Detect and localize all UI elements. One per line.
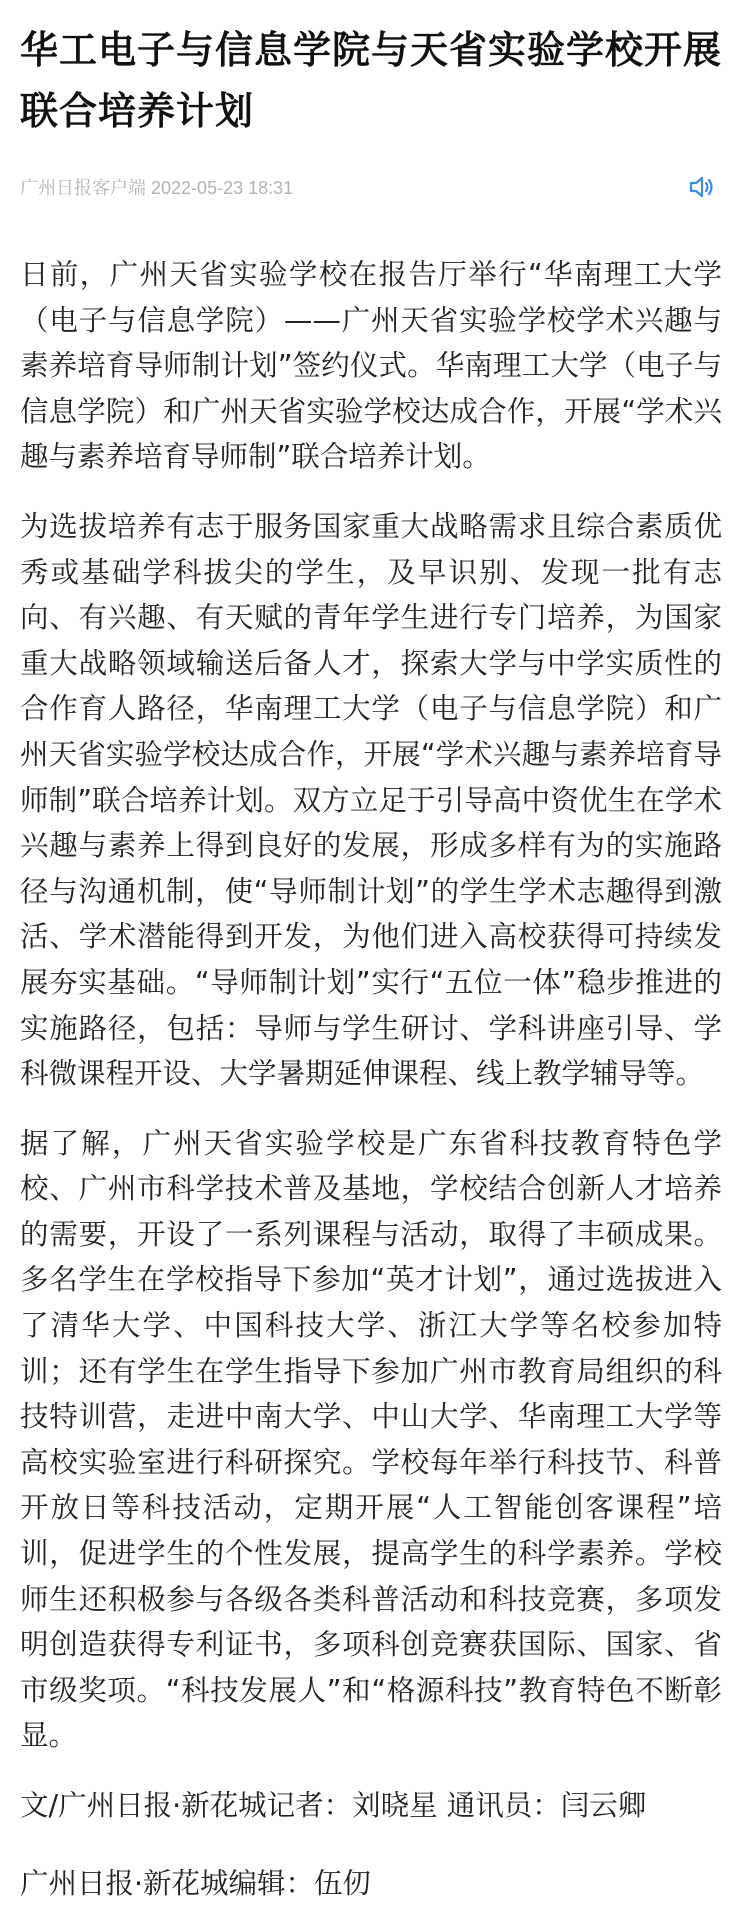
article-source-date [20, 174, 293, 200]
article-editor: 广州日报·新花城编辑：伍仞 [20, 1866, 372, 1900]
article-paragraph: 日前，广州天省实验学校在报告厅举行“华南理工大学（电子与信息学院）——广州天省实验学校学术兴趣与素养培育导师制计划”签约仪式。华南理工大学（电子与信息学院）和广州天省实验学校达成合作，开展“学术兴趣与素养培育导师制”联合培养计划。 [20, 258, 722, 474]
article-body [20, 252, 722, 1906]
speaker-icon[interactable] [684, 170, 718, 204]
article-paragraph: 据了解，广州天省实验学校是广东省科技教育特色学校、广州市科学技术普及基地，学校结合创新人才培养的需要，开设了一系列课程与活动，取得了丰硕成果。多名学生在学校指导下参加“英才计划”，通过选拔进入了清华大学、中国科技大学、浙江大学等名校参加特训；还有学生在学生指导下参加广州市教育局组织的科技特训营，走进中南大学、中山大学、华南理工大学等高校实验室进行科研探究。学校每年举行科技节、科普开放日等科技活动，定期开展“人工智能创客课程”培训，促进学生的个性发展，提高学生的科学素养。学校师生还积极参与各级各类科普活动和科技竞赛，多项发明创造获得专利证书，多项科创竞赛获国际、国家、省市级奖项。“科技发展人”和“格源科技”教育特色不断彰显。 [20, 1126, 722, 1753]
article-paragraph: 为选拔培养有志于服务国家重大战略需求且综合素质优秀或基础学科拔尖的学生，及早识别、发现一批有志向、有兴趣、有天赋的青年学生进行专门培养，为国家重大战略领域输送后备人才，探索大学与中学实质性的合作育人路径，华南理工大学（电子与信息学院）和广州天省实验学校达成合作，开展“学术兴趣与素养培育导师制”联合培养计划。双方立足于引导高中资优生在学术兴趣与素养上得到良好的发展，形成多样有为的实施路径与沟通机制，使“导师制计划”的学生学术志趣得到激活、学术潜能得到开发，为他们进入高校获得可持续发展夯实基础。“导师制计划”实行“五位一体”稳步推进的实施路径，包括：导师与学生研讨、学科讲座引导、学科微课程开设、大学暑期延伸课程、线上教学辅导等。 [20, 509, 722, 1091]
article-byline: 文/广州日报·新花城记者：刘晓星 通讯员：闫云卿 [20, 1789, 647, 1822]
speaker-icon-graphic [686, 172, 716, 202]
article-title: 华工电子与信息学院与天省实验学校开展联合培养计划 [20, 28, 723, 133]
article-meta [20, 167, 722, 207]
article-source: 广州日报客户端 [20, 178, 146, 198]
article-date: 2022-05-23 18:31 [151, 178, 294, 198]
